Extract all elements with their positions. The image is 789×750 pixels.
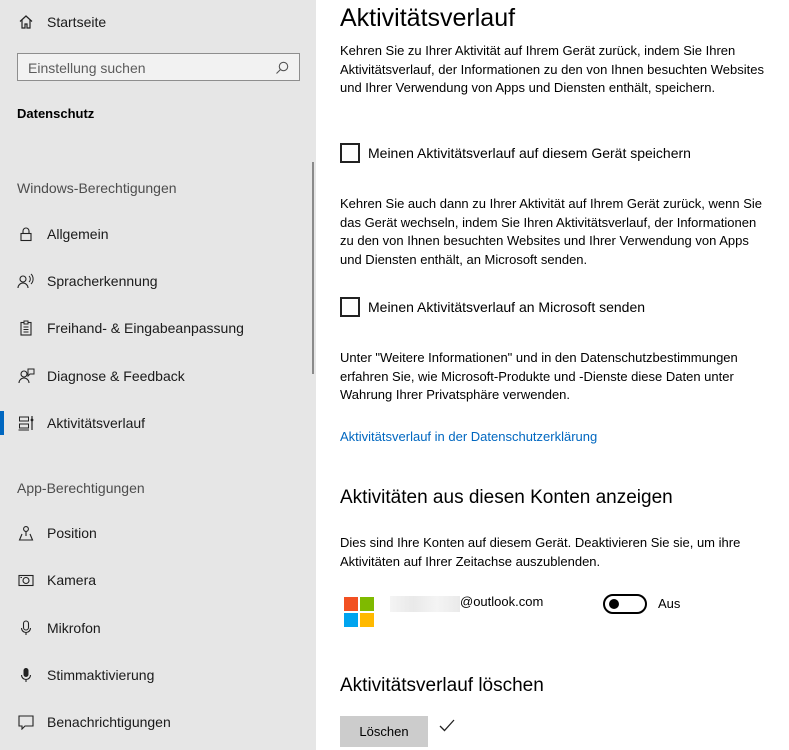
sidebar-item-label: Diagnose & Feedback [47, 368, 185, 384]
microsoft-logo-icon [344, 597, 375, 628]
feedback-icon [17, 367, 35, 385]
page-title: Aktivitätsverlauf [340, 4, 516, 32]
search-icon[interactable] [274, 60, 290, 76]
sidebar-item-activity-history[interactable] [0, 401, 312, 445]
sidebar-item-voice-activation[interactable] [0, 653, 312, 697]
settings-search-input[interactable] [17, 53, 300, 81]
camera-icon [17, 571, 35, 589]
send-history-label: Meinen Aktivitätsverlauf an Microsoft senden [368, 299, 646, 315]
accounts-description: Dies sind Ihre Konten auf diesem Gerät. Deaktivieren Sie sie, um ihre Aktivitäten auf Ihrer Zeitachse auszublenden. [340, 535, 741, 569]
send-history-checkbox-row[interactable] [340, 297, 645, 317]
notification-icon [17, 713, 35, 731]
home-nav-item[interactable] [0, 0, 312, 44]
microphone-icon [17, 619, 35, 637]
account-toggle[interactable] [603, 594, 647, 614]
category-title: Datenschutz [17, 106, 95, 121]
accounts-section-title: Aktivitäten aus diesen Konten anzeigen [340, 487, 673, 508]
toggle-knob [609, 599, 619, 609]
clear-button[interactable]: Löschen [340, 716, 428, 747]
sidebar-item-camera[interactable] [0, 558, 312, 602]
speech-icon [17, 272, 35, 290]
sidebar-item-label: Mikrofon [47, 620, 101, 636]
account-row [344, 594, 764, 628]
clipboard-icon [17, 319, 35, 337]
lock-icon [17, 225, 35, 243]
sidebar-item-label: Freihand- & Eingabeanpassung [47, 320, 244, 336]
store-history-checkbox-row[interactable] [340, 143, 691, 163]
sidebar-item-speech[interactable] [0, 259, 312, 303]
sidebar-item-location[interactable] [0, 511, 312, 555]
privacy-statement-link[interactable]: Aktivitätsverlauf in der Datenschutzerklärung [340, 429, 598, 444]
privacy-info-text: Unter "Weitere Informationen" und in den Datenschutzbestimmungen erfahren Sie, wie Microsoft-Produkte und -Dienste diese Daten unter Wahrung Ihrer Privatsphäre verwenden. [340, 350, 738, 402]
redacted-email-prefix [390, 596, 460, 612]
sidebar-item-label: Spracherkennung [47, 273, 158, 289]
sidebar-item-diagnostics[interactable] [0, 354, 312, 398]
send-history-text: Kehren Sie auch dann zu Ihrer Aktivität auf Ihrem Gerät zurück, wenn Sie das Gerät wechseln, indem Sie Ihren Aktivitätsverlauf, der Informationen zu den von Ihnen besuchten Websites und Ihrer Verwendung von Apps und Diensten enthält, an Microsoft senden. [340, 196, 762, 267]
sidebar-scrollbar[interactable] [312, 162, 314, 374]
sidebar-item-microphone[interactable] [0, 606, 312, 650]
sidebar-item-label: Position [47, 525, 97, 541]
sidebar-item-label: Benachrichtigungen [47, 714, 171, 730]
clear-history-title: Aktivitätsverlauf löschen [340, 675, 544, 696]
store-history-checkbox[interactable] [340, 143, 360, 163]
account-email: @outlook.com [460, 594, 544, 609]
sidebar-item-label: Allgemein [47, 226, 109, 242]
sidebar-item-inking[interactable] [0, 306, 312, 350]
sidebar [0, 0, 316, 750]
voice-activation-icon [17, 666, 35, 684]
send-history-checkbox[interactable] [340, 297, 360, 317]
location-icon [17, 524, 35, 542]
checkmark-icon [438, 716, 456, 734]
sidebar-item-label: Stimmaktivierung [47, 667, 155, 683]
toggle-state-label: Aus [658, 596, 681, 611]
timeline-icon [17, 414, 35, 432]
sidebar-item-label: Kamera [47, 572, 97, 588]
app-permissions-heading: App-Berechtigungen [17, 480, 145, 496]
intro-text: Kehren Sie zu Ihrer Aktivität auf Ihrem Gerät zurück, indem Sie Ihren Aktivitätsverlauf, der Informationen zu den von Ihnen besuchten Websites und Ihrer Verwendung von Apps und Diensten enthält, speichern. [340, 43, 764, 95]
sidebar-item-general[interactable] [0, 212, 312, 256]
home-icon [17, 13, 35, 31]
search-placeholder: Einstellung suchen [28, 60, 146, 76]
home-label: Startseite [47, 14, 107, 30]
sidebar-item-label: Aktivitätsverlauf [47, 415, 146, 431]
windows-permissions-heading: Windows-Berechtigungen [17, 180, 177, 196]
store-history-label: Meinen Aktivitätsverlauf auf diesem Gerät speichern [368, 145, 691, 161]
sidebar-item-notifications[interactable] [0, 700, 312, 744]
